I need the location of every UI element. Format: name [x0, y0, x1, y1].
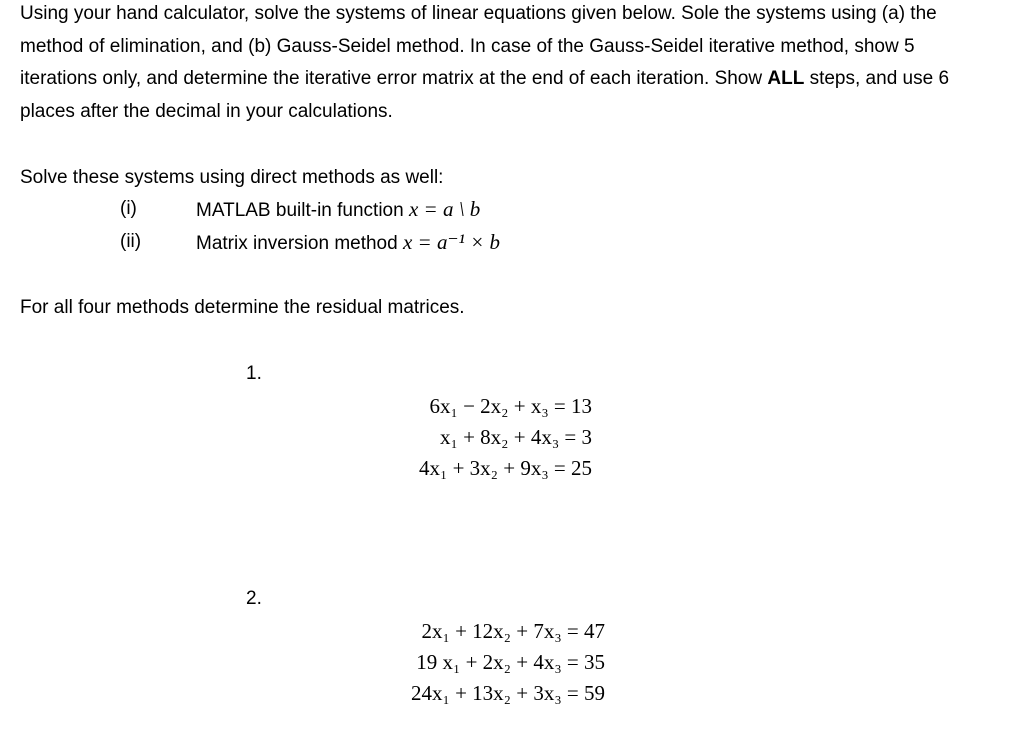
instructions-emphasis: ALL: [767, 68, 805, 89]
direct-methods-heading: Solve these systems using direct methods as well:: [20, 167, 444, 188]
equation-line: 6x₁ − 2x₂ + x₃ = 13: [429, 394, 592, 418]
direct-method-text: [196, 230, 500, 256]
equation-line: 19 x₁ + 2x₂ + 4x₃ = 35: [416, 650, 605, 674]
equation-system: [340, 616, 605, 709]
equation-line: 2x₁ + 12x₂ + 7x₃ = 47: [421, 619, 605, 643]
direct-method-number: (i): [120, 198, 137, 219]
instructions-text-part1: Using your hand calculator, solve the systems of linear equations given below. Sole the systems using (a) the method of elimination, and (b) Gauss-Seidel method. In case of the Gauss-Seidel iterative method, show 5 iterations only, and determine the iterative error matrix at the end of each iteration. Show: [20, 3, 937, 89]
direct-method-label: MATLAB built-in function: [196, 200, 409, 221]
direct-method-text: [196, 197, 480, 223]
direct-method-label: Matrix inversion method: [196, 233, 403, 254]
equation-line: 4x₁ + 3x₂ + 9x₃ = 25: [419, 456, 592, 480]
instructions-text-part2: steps, and use 6 places after the decimal in your calculations.: [20, 68, 950, 122]
instructions-paragraph: [20, 0, 980, 128]
equation-system: [352, 391, 592, 484]
residual-note: For all four methods determine the residual matrices.: [20, 297, 465, 318]
direct-method-formula: x = a⁻¹ × b: [402, 230, 501, 254]
problem-number: 2.: [246, 588, 262, 609]
direct-method-number: (ii): [120, 231, 142, 252]
equation-line: x₁ + 8x₂ + 4x₃ = 3: [440, 425, 592, 449]
problem-number: 1.: [246, 363, 262, 384]
direct-method-formula: x = a \ b: [408, 197, 481, 221]
equation-line: 24x₁ + 13x₂ + 3x₃ = 59: [411, 681, 605, 705]
